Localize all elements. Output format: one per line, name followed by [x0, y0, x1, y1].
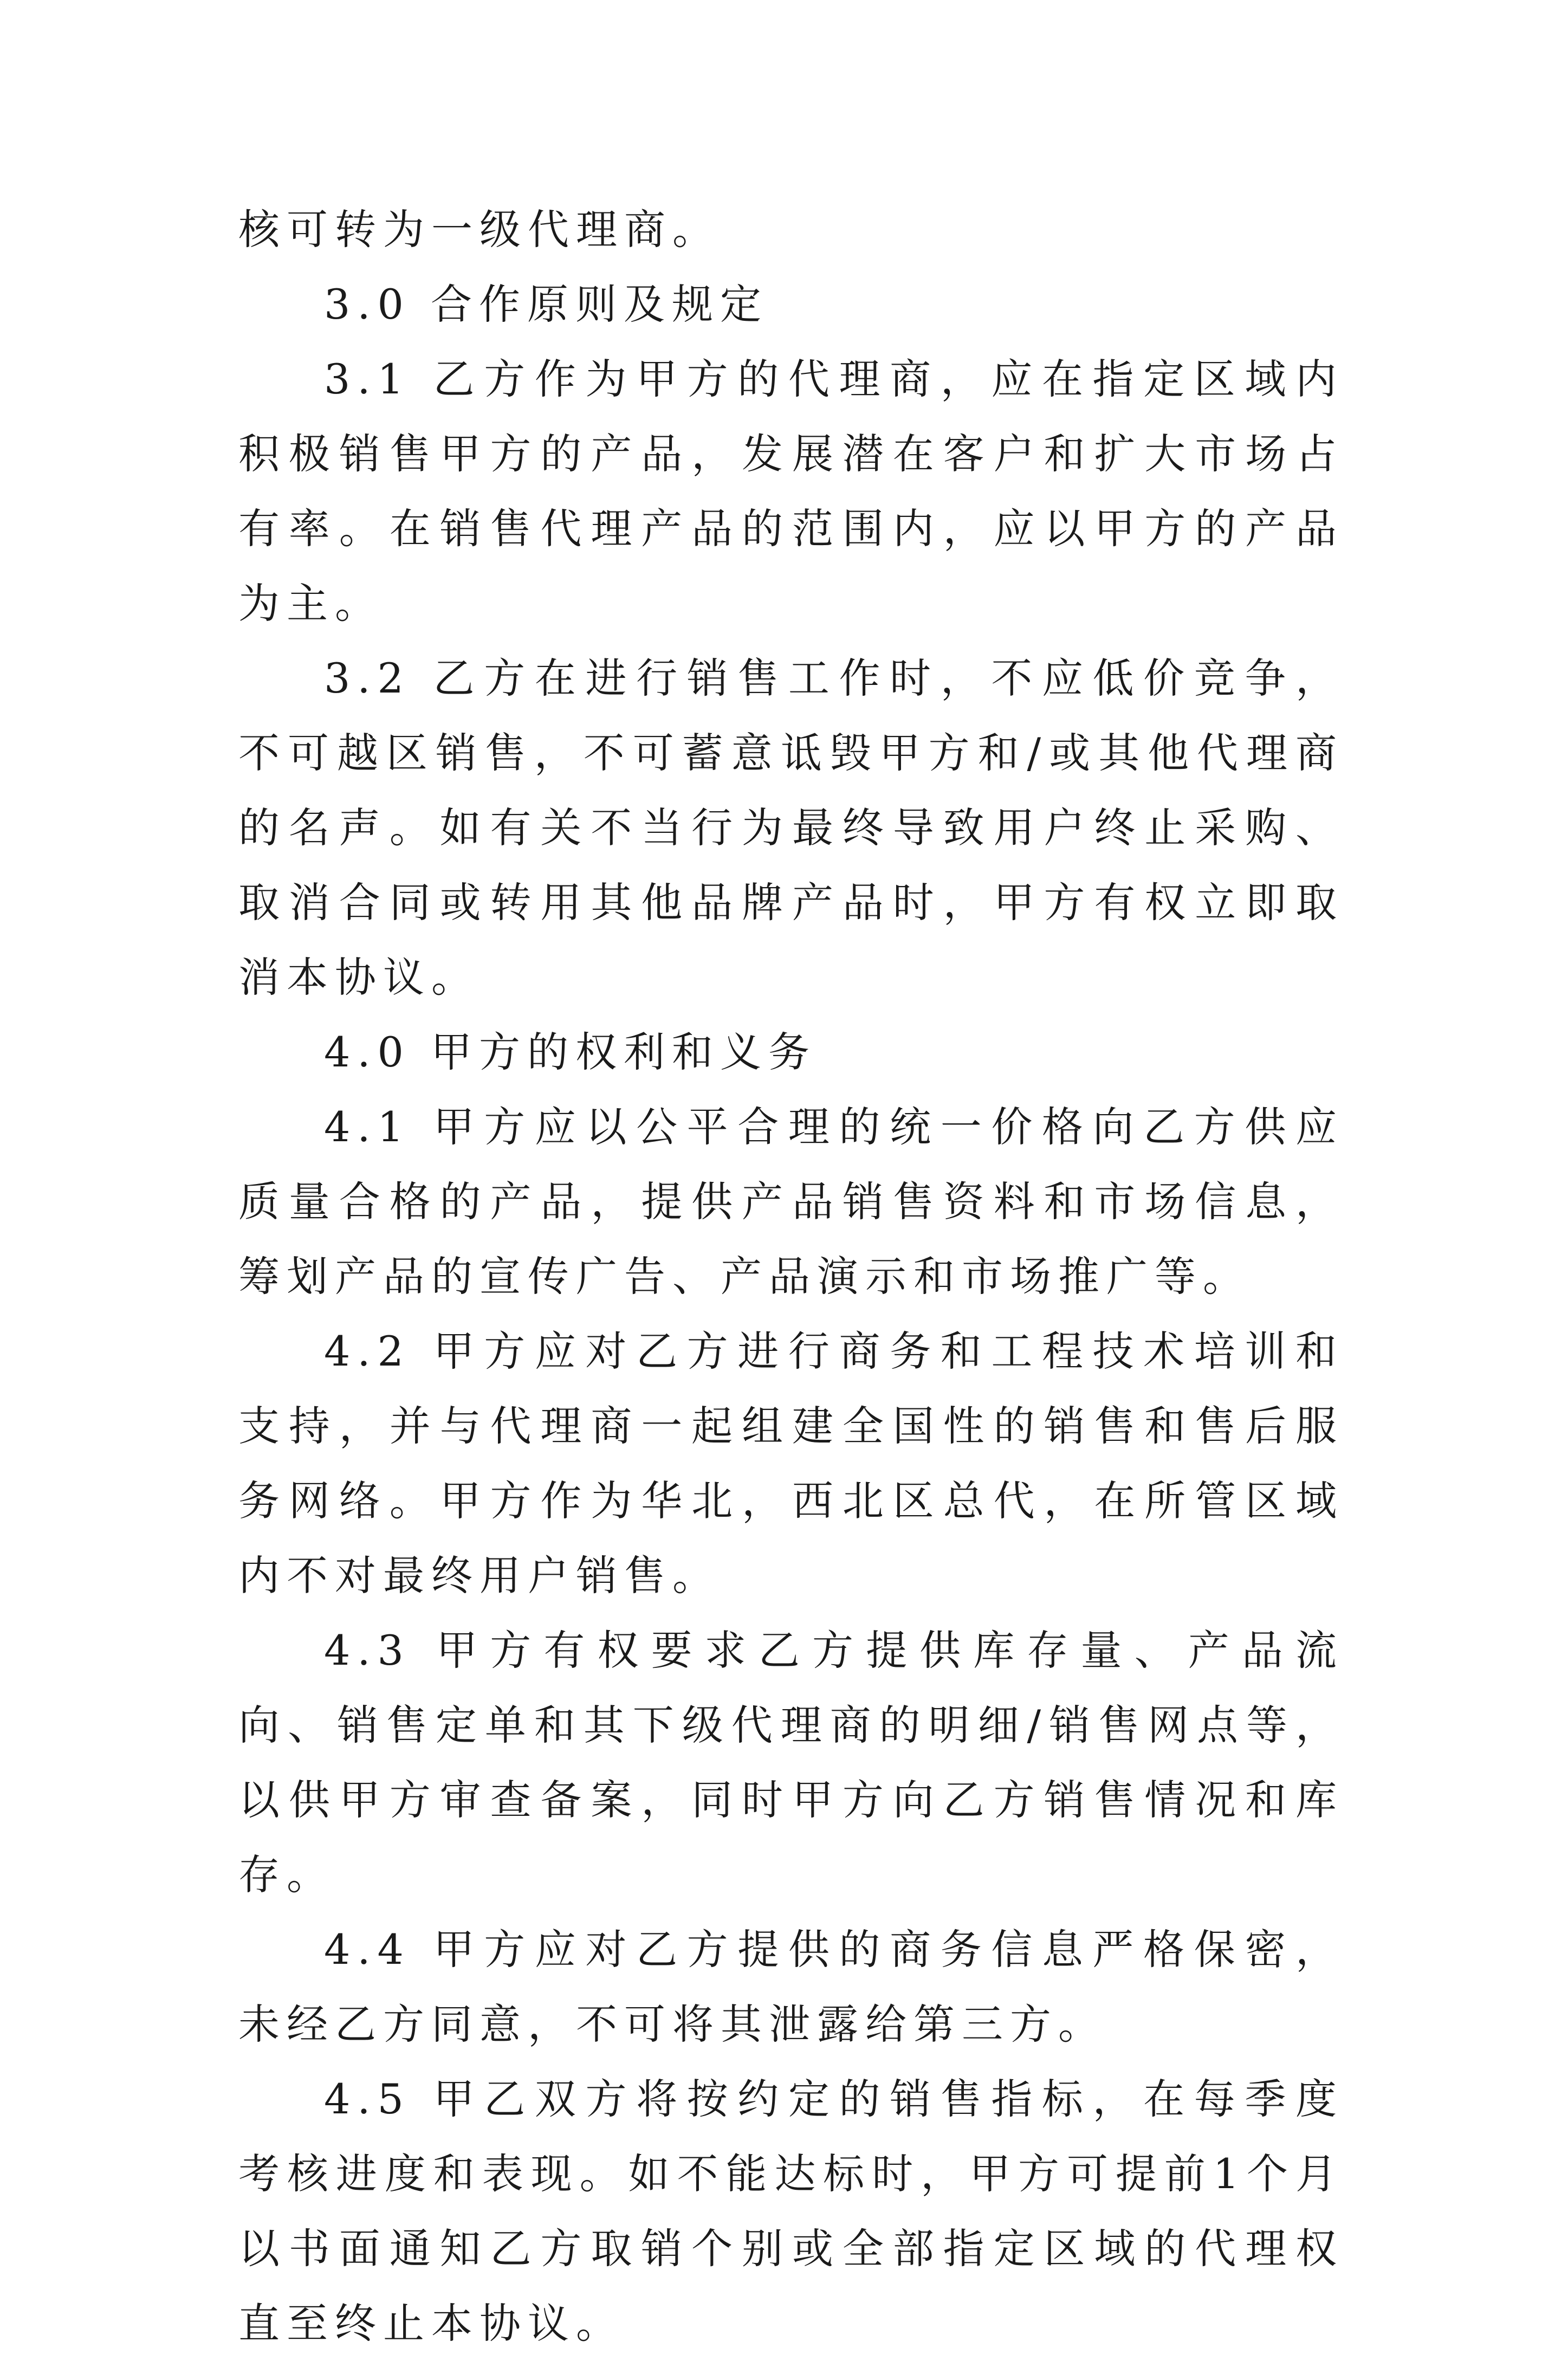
clause-4-1: 4.1 甲方应以公平合理的统一价格向乙方供应质量合格的产品，提供产品销售资料和市场信息，筹划产品的宣传广告、产品演示和市场推广等。: [238, 1103, 1344, 1301]
section-heading-4-0: 4.0 甲方的权利和义务: [324, 1028, 817, 1076]
clause-4-3: 4.3 甲方有权要求乙方提供库存量、产品流向、销售定单和其下级代理商的明细/销售网点等，以供甲方审查备案，同时甲方向乙方销售情况和库存。: [238, 1626, 1344, 1899]
paragraph-continuation: 核可转为一级代理商。: [238, 205, 721, 254]
section-heading-3-0: 3.0 合作原则及规定: [324, 280, 769, 328]
clause-4-2: 4.2 甲方应对乙方进行商务和工程技术培训和支持，并与代理商一起组建全国性的销售和售后服务网络。甲方作为华北，西北区总代，在所管区域内不对最终用户销售。: [238, 1327, 1344, 1600]
clause-3-2: 3.2 乙方在进行销售工作时，不应低价竞争，不可越区销售，不可蓄意诋毁甲方和/或其他代理商的名声。如有关不当行为最终导致用户终止采购、取消合同或转用其他品牌产品时，甲方有权立即取消本协议。: [238, 654, 1344, 1001]
document-body: [238, 192, 1344, 2361]
clause-4-5: 4.5 甲乙双方将按约定的销售指标，在每季度考核进度和表现。如不能达标时，甲方可提前1个月以书面通知乙方取销个别或全部指定区域的代理权直至终止本协议。: [238, 2075, 1344, 2347]
clause-4-4: 4.4 甲方应对乙方提供的商务信息严格保密，未经乙方同意，不可将其泄露给第三方。: [238, 1925, 1344, 2048]
clause-3-1: 3.1 乙方作为甲方的代理商，应在指定区域内积极销售甲方的产品，发展潜在客户和扩大市场占有率。在销售代理产品的范围内，应以甲方的产品为主。: [238, 355, 1344, 628]
